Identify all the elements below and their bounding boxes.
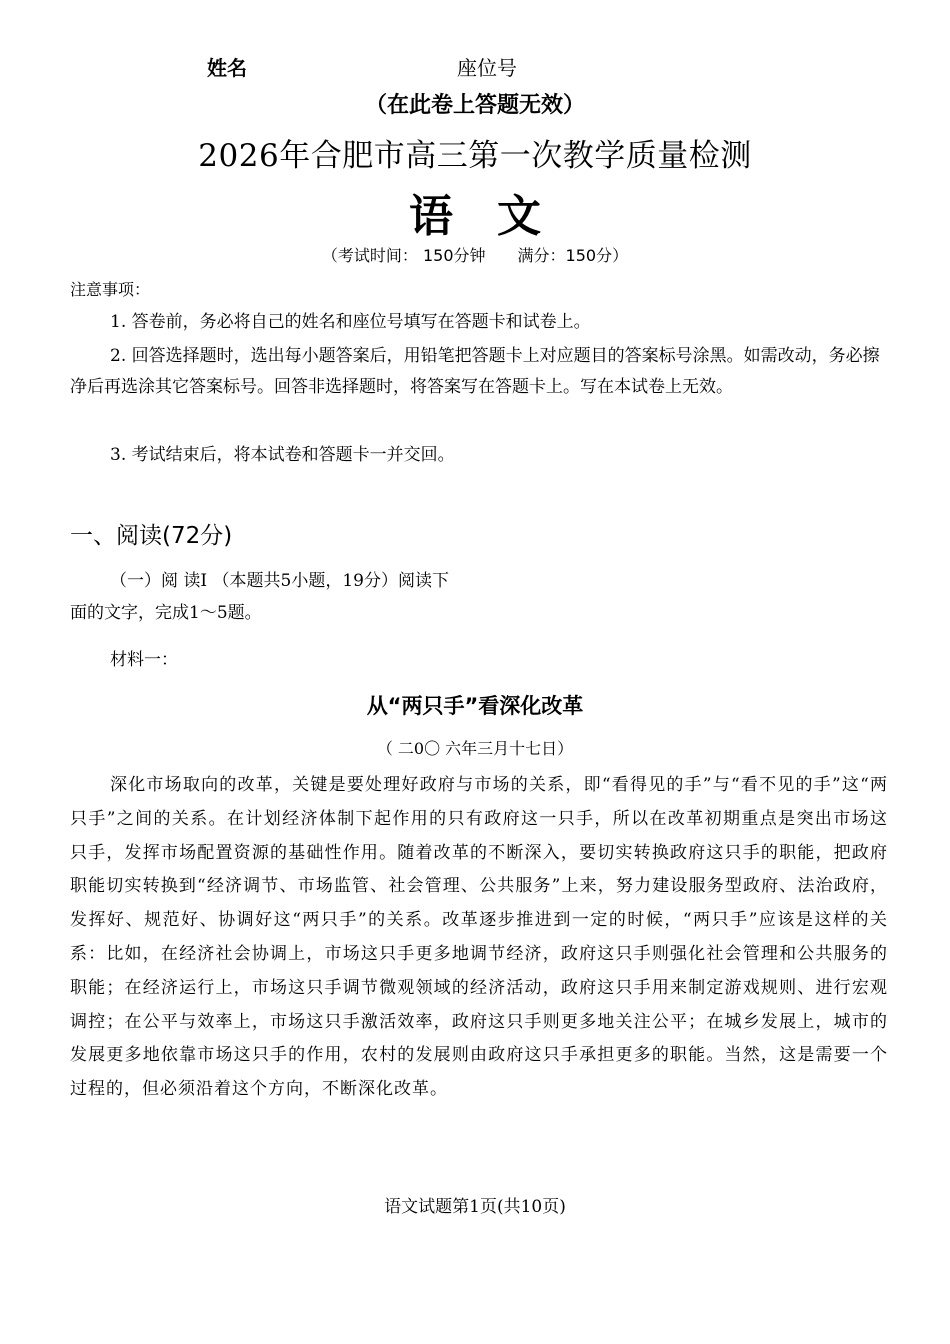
subsection-intro: （一）阅 读Ⅰ （本题共5小题，19分）阅读下面的文字，完成1～5题。 xyxy=(70,571,449,623)
exam-time-and-score: （考试时间： 150分钟 满分：150分） xyxy=(321,246,629,265)
page-footer: 语文试题第1页(共10页) xyxy=(384,1197,566,1217)
exam-title: 2026年合肥市高三第一次教学质量检测 xyxy=(198,138,752,174)
subject-title: 语 文 xyxy=(409,191,541,242)
material-label: 材料一： xyxy=(110,650,178,670)
seat-number-label: 座位号 xyxy=(457,56,517,80)
article-body: 深化市场取向的改革，关键是要处理好政府与市场的关系，即“看得见的手”与“看不见的手”这“两只手”之间的关系。在计划经济体制下起作用的只有政府这一只手，所以在改革初期重点是突出市场这只手，发挥市场配置资源的基础性作用。随着改革的不断深入，要切实转换政府这只手的职能，把政府职能切实转换到“经济调节、市场监管、社会管理、公共服务”上来，努力建设服务型政府、法治政府，发挥好、规范好、协调好这“两只手”的关系。改革逐步推进到一定的时候，“两只手”应该是这样的关系：比如，在经济社会协调上，市场这只手更多地调节经济，政府这只手则强化社会管理和公共服务的职能；在经济运行上，市场这只手调节微观领域的经济活动，政府这只手用来制定游戏规则、进行宏观调控；在公平与效率上，市场这只手激活效率，政府这只手则更多地关注公平；在城乡发展上，城市的发展更多地依靠市场这只手的作用，农村的发展则由政府这只手承担更多的职能。当然，这是需要一个过程的，但必须沿着这个方向，不断深化改革。 xyxy=(70,775,888,1100)
name-label: 姓名 xyxy=(207,56,247,80)
invalid-answer-note: （在此卷上答题无效） xyxy=(364,93,585,118)
article-date: （ 二0〇 六年三月十七日） xyxy=(376,739,574,758)
section-heading: 一、阅读(72分) xyxy=(70,523,233,549)
note-item: 3. 考试结束后，将本试卷和答题卡一并交回。 xyxy=(110,445,455,465)
notes-heading: 注意事项： xyxy=(70,280,151,299)
note-item: 2. 回答选择题时，选出每小题答案后，用铅笔把答题卡上对应题目的答案标号涂黑。如需改动，务必擦净后再选涂其它答案标号。回答非选择题时，将答案写在答题卡上。写在本试卷上无效。 xyxy=(70,346,880,397)
note-item: 1. 答卷前，务必将自己的姓名和座位号填写在答题卡和试卷上。 xyxy=(110,312,591,332)
article-title: 从“两只手”看深化改革 xyxy=(366,694,584,718)
